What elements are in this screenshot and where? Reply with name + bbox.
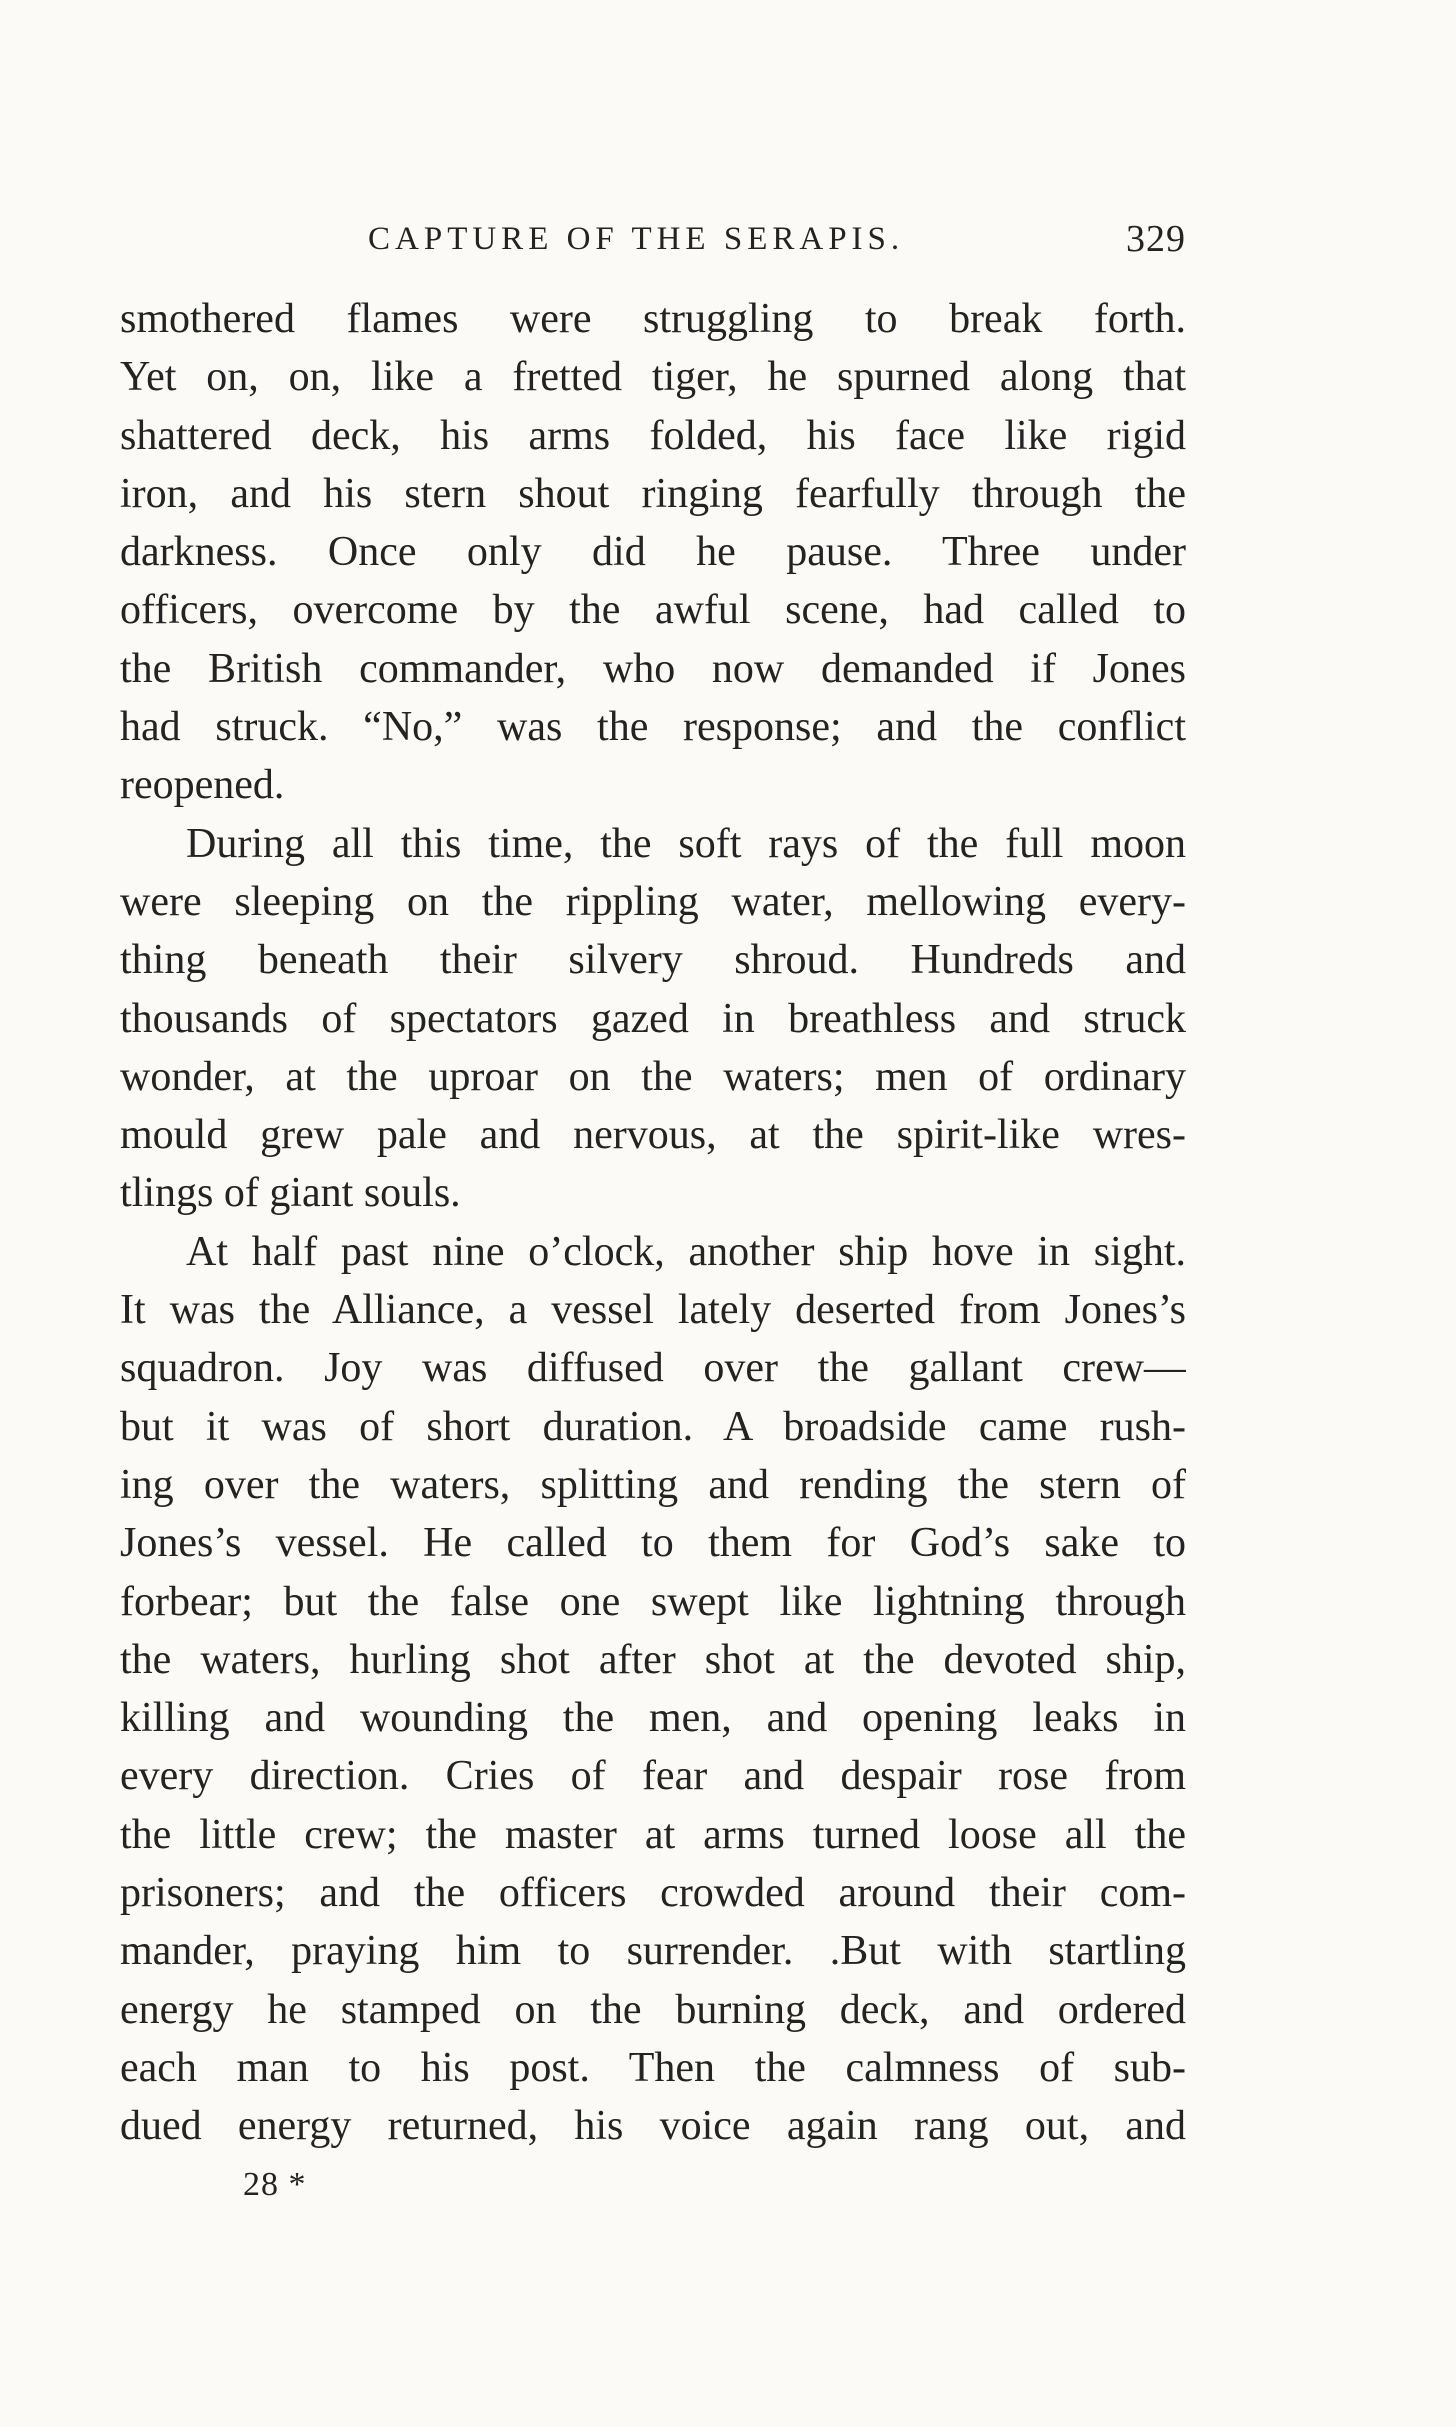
text-line: reopened. xyxy=(120,762,285,809)
text-line: the waters, hurling shot after shot at the devoted ship, xyxy=(120,1636,1186,1683)
text-line: killing and wounding the men, and opening leaks in xyxy=(120,1695,1186,1742)
body-text xyxy=(120,290,1186,2156)
text-line: but it was of short duration. A broadside came rush- xyxy=(120,1403,1186,1450)
text-line: squadron. Joy was diffused over the gallant crew— xyxy=(120,1345,1186,1392)
text-line: prisoners; and the officers crowded around their com- xyxy=(120,1870,1186,1917)
text-line: Jones’s vessel. He called to them for God’s sake to xyxy=(120,1520,1186,1567)
text-line: mould grew pale and nervous, at the spirit-like wres- xyxy=(120,1112,1186,1159)
text-line: officers, overcome by the awful scene, had called to xyxy=(120,587,1186,634)
text-line: smothered flames were struggling to break forth. xyxy=(120,296,1186,342)
text-line: darkness. Once only did he pause. Three under xyxy=(120,529,1186,576)
text-line: were sleeping on the rippling water, mellowing every- xyxy=(120,878,1186,925)
text-line: thing beneath their silvery shroud. Hundreds and xyxy=(120,937,1186,984)
text-line: ing over the waters, splitting and rending the stern of xyxy=(120,1461,1186,1508)
text-line: iron, and his stern shout ringing fearfully through the xyxy=(120,470,1186,517)
text-line: forbear; but the false one swept like lightning through xyxy=(120,1578,1186,1625)
running-head xyxy=(368,214,1186,264)
text-line: tlings of giant souls. xyxy=(120,1170,461,1217)
text-line: It was the Alliance, a vessel lately deserted from Jones’s xyxy=(120,1287,1186,1334)
text-line: thousands of spectators gazed in breathless and struck xyxy=(120,995,1186,1042)
text-line: dued energy returned, his voice again rang out, and xyxy=(120,2103,1186,2150)
text-line: shattered deck, his arms folded, his face like rigid xyxy=(120,412,1186,459)
text-line: Yet on, on, like a fretted tiger, he spurned along that xyxy=(120,354,1186,401)
text-line: the British commander, who now demanded if Jones xyxy=(120,645,1186,692)
page-number: 329 xyxy=(1126,218,1186,260)
text-line: each man to his post. Then the calmness of sub- xyxy=(120,2044,1186,2091)
text-line: energy he stamped on the burning deck, and ordered xyxy=(120,1986,1186,2033)
text-line: the little crew; the master at arms turned loose all the xyxy=(120,1811,1186,1858)
text-line: At half past nine o’clock, another ship hove in sight. xyxy=(186,1228,1186,1275)
chapter-title: CAPTURE OF THE SERAPIS. xyxy=(368,221,905,257)
text-line: During all this time, the soft rays of the full moon xyxy=(186,820,1186,867)
text-line: had struck. “No,” was the response; and the conflict xyxy=(120,704,1186,751)
signature-mark: 28 * xyxy=(243,2166,307,2203)
text-line: wonder, at the uproar on the waters; men of ordinary xyxy=(120,1053,1186,1100)
text-line: mander, praying him to surrender. .But with startling xyxy=(120,1928,1186,1975)
text-line: every direction. Cries of fear and despair rose from xyxy=(120,1753,1186,1800)
